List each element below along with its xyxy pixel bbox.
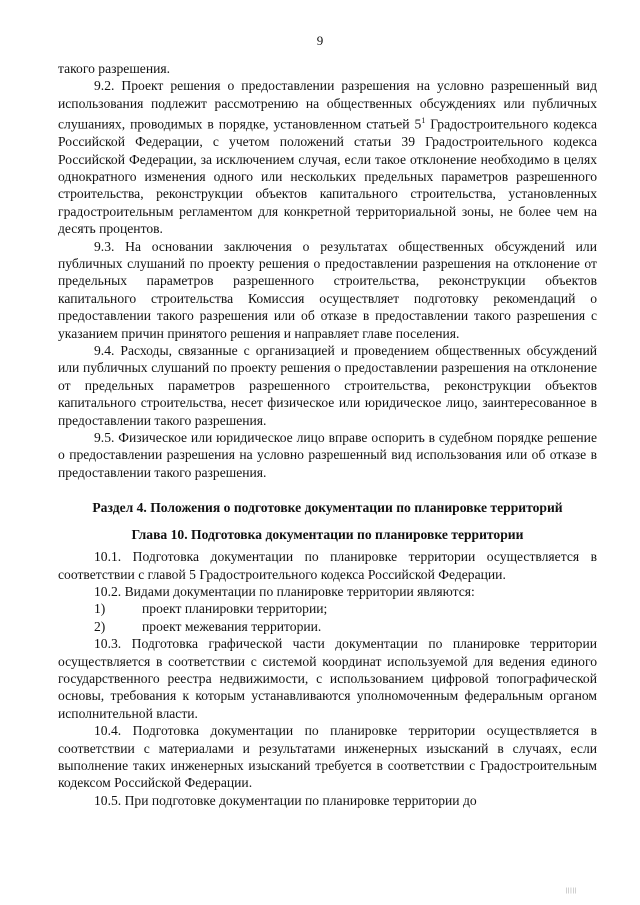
list-item-number: 1): [94, 601, 106, 617]
list-item-text: проект планировки территории;: [142, 601, 328, 617]
section-heading: Раздел 4. Положения о подготовке документации по планировке территорий: [92, 500, 563, 516]
document-body: [58, 60, 597, 809]
paragraph-9-5: 9.5. Физическое или юридическое лицо вправе оспорить в судебном порядке решение о предоставлении разрешения на условно разрешенный вид использования или об отказе в предоставлении такого разрешения.: [58, 430, 597, 480]
list-item: [58, 600, 597, 617]
paragraph-10-4: 10.4. Подготовка документации по планировке территории осуществляется в соответствии с материалами и результатами инженерных изысканий в случаях, если выполнение таких инженерных изысканий требуется в соответствии с Градостроительным кодексом Российской Федерации.: [58, 723, 597, 791]
list-item-number: 2): [94, 618, 106, 634]
paragraph-9-2: [58, 77, 597, 237]
footer-mark: |||||: [566, 888, 578, 894]
paragraph-9-2-part2: Градостроительного кодекса Российской Федерации, с учетом положений статьи 39 Градостроительного кодекса Российской Федерации, за исключением случая, если такое отклонение необходимо в целях однократного изменения одного или нескольких предельных параметров разрешенного строительства, реконструкции объектов капитального строительства, установленных градостроительным регламентом для конкретной территориальной зоны, не более чем на десять процентов.: [58, 116, 597, 237]
chapter-heading: Глава 10. Подготовка документации по планировке территории: [131, 526, 524, 542]
paragraph-10-5: 10.5. При подготовке документации по планировке территории до: [94, 792, 477, 808]
list-item: [58, 618, 597, 635]
paragraph-9-3: 9.3. На основании заключения о результатах общественных обсуждений или публичных слушаний по проекту решения о предоставлении разрешения на отклонение от предельных параметров разрешенного строительства, реконструкции объектов капитального строительства Комиссия осуществляет подготовку рекомендаций о предоставлении такого разрешения или об отказе в предоставлении такого разрешения с указанием причин принятого решения и направляет главе поселения.: [58, 238, 597, 341]
paragraph-10-3: 10.3. Подготовка графической части документации по планировке территории осуществляется в соответствии с системой координат используемой для ведения единого государственного реестра недвижимости, с использованием цифровой топографической основы, требования к которым устанавливаются уполномоченным федеральным органом исполнительной власти.: [58, 636, 597, 721]
list-item-text: проект межевания территории.: [142, 618, 322, 634]
paragraph-9-2-part1: 9.2. Проект решения о предоставлении разрешения на условно разрешенный вид использования подлежит рассмотрению на общественных обсуждениях или публичных слушаниях, проводимых в порядке, установленном статьей 5: [58, 78, 597, 132]
paragraph-10-1: 10.1. Подготовка документации по планировке территории осуществляется в соответствии с главой 5 Градостроительного кодекса Российской Федерации.: [58, 549, 597, 582]
superscript: 1: [421, 116, 426, 126]
paragraph-9-4: 9.4. Расходы, связанные с организацией и проведением общественных обсуждений или публичных слушаний по проекту решения о предоставлении разрешения на отклонение от предельных параметров разрешенного строительства, реконструкции объектов капитального строительства, несет физическое или юридическое лицо, заинтересованное в предоставлении такого разрешения.: [58, 343, 597, 428]
page-number: 9: [316, 33, 324, 48]
paragraph-continuation: такого разрешения.: [58, 61, 171, 76]
paragraph-10-2: 10.2. Видами документации по планировке территории являются:: [94, 583, 475, 599]
